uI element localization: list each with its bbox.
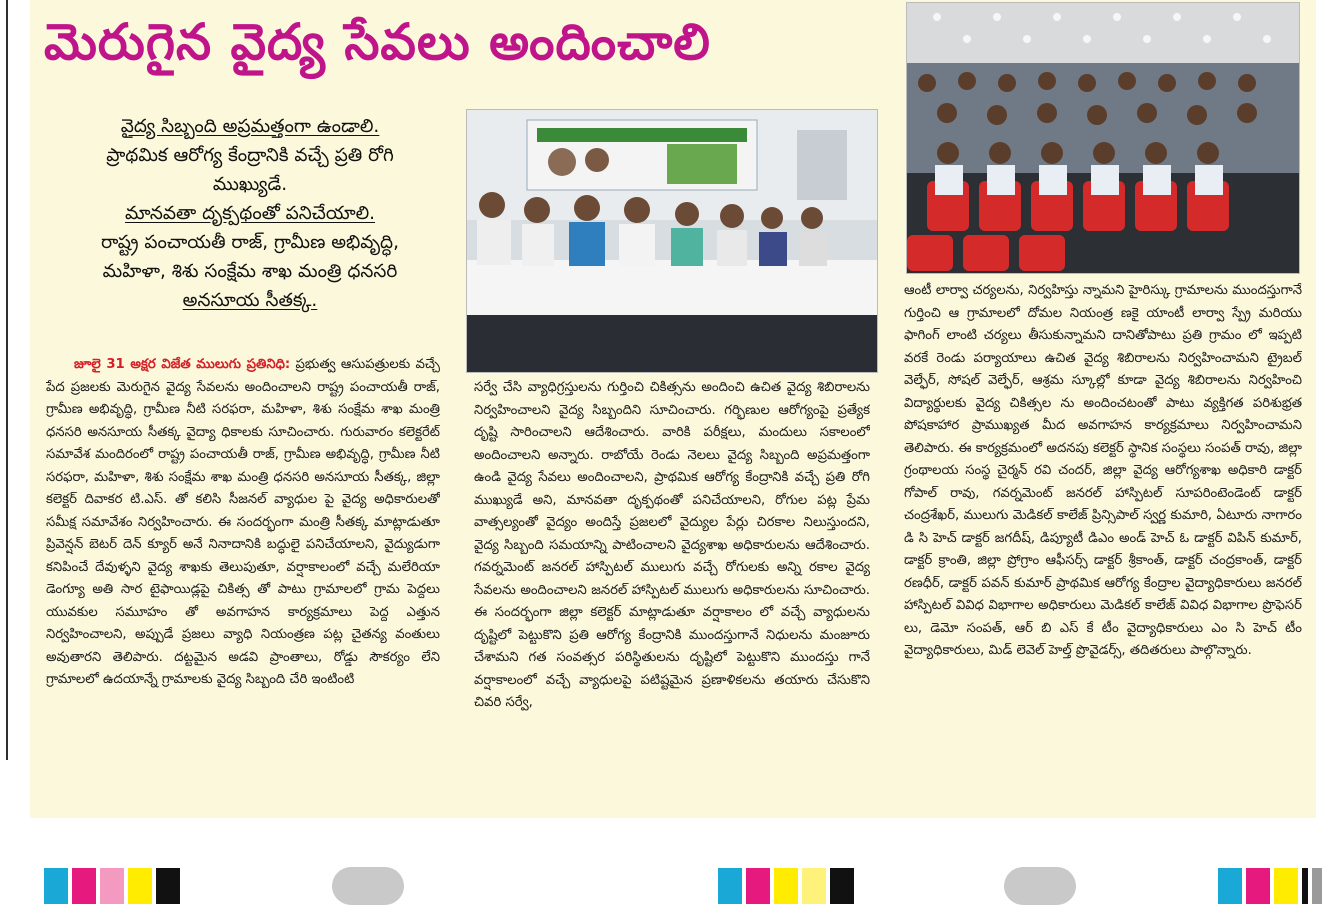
swatch	[1274, 868, 1298, 904]
registration-pill-left	[332, 867, 404, 905]
deck-line: రాష్ట్ర పంచాయతీ రాజ్, గ్రామీణ అభివృద్ధి,	[101, 232, 399, 253]
registration-pill-right	[1004, 867, 1076, 905]
deck-line: మహిళా, శిశు సంక్షేమ శాఖ మంత్రి ధనసరి	[102, 261, 398, 282]
article-column-1	[46, 354, 440, 804]
swatch	[1302, 868, 1308, 904]
swatch	[830, 868, 854, 904]
deck-line: మానవతా దృక్పథంతో పనిచేయాలి.	[124, 203, 376, 224]
swatch	[718, 868, 742, 904]
swatch	[100, 868, 124, 904]
article-deck	[50, 112, 450, 315]
meeting-stage-photo	[466, 109, 878, 373]
dateline: జూలై 31 అక్షర విజేత ములుగు ప్రతినిధి:	[74, 357, 291, 372]
article-column-3	[904, 280, 1302, 810]
swatch	[156, 868, 180, 904]
audience-hall-photo	[906, 2, 1300, 274]
swatch	[774, 868, 798, 904]
column-2-text: సర్వే చేసి వ్యాధిగ్రస్తులను గుర్తించి చికిత్సను అందించి ఉచిత వైద్య శిబిరాలను నిర్వహించాలని వైద్య సిబ్బందిని సూచించారు. గర్భిణుల ఆరోగ్యంపై ప్రత్యేక దృష్టి సారించాలని ఆదేశించారు. వారికి పరీక్షలు, మందులు సకాలంలో అందించాలని అన్నారు. రాబోయే రెండు నెలలు వైద్య సిబ్బంది అప్రమత్తంగా ఉండి వైద్య సేవలు అందించాలని, ప్రాథమిక ఆరోగ్య కేంద్రానికి వచ్చే ప్రతి రోగి ముఖ్యుడే అని, మానవతా దృక్పథంతో పనిచేయాలని, రోగుల పట్ల ప్రేమ వాత్సల్యంతో వైద్యం అందిస్తే ప్రజలలో వైద్యుల పేర్లు చిరకాల నిలుస్తుందని, వైద్య సిబ్బంది సమయాన్ని పాటించాలని వైద్యశాఖ అధికారులను ఆదేశించారు. గవర్నమెంట్ జనరల్ హాస్పిటల్ ములుగు వచ్చే రోగులకు అన్ని రకాల వైద్య సేవలను అందించాలని జనరల్ హాస్పిటల్ ములుగు అధికారులను సూచించారు. ఈ సందర్భంగా జిల్లా కలెక్టర్ మాట్లాడుతూ వర్షాకాలం లో వచ్చే వ్యాధులను దృష్టిలో పెట్టుకొని ప్రతి ఆరోగ్య కేంద్రానికి ముందస్తుగానే నిధులను మంజూరు చేశామని గత సంవత్సర పరిస్థితులను దృష్టిలో పెట్టుకొని ముందస్తు గానే వర్షాకాలంలో వచ్చే వ్యాధులపై పటిష్టమైన ప్రణాళికలను తయారు చేసుకొని చివరి సర్వే,	[474, 380, 870, 710]
swatch	[1246, 868, 1270, 904]
swatch	[128, 868, 152, 904]
deck-line: అనసూయ సీతక్క.	[182, 290, 318, 311]
page-edge-rule	[6, 0, 8, 760]
color-registration-bar-right	[1218, 868, 1322, 904]
audience-hall-image	[907, 3, 1299, 273]
color-registration-bar-center	[718, 868, 858, 904]
deck-line: వైద్య సిబ్బంది అప్రమత్తంగా ఉండాలి.	[120, 116, 380, 137]
column-3-text: ఆంటీ లార్వా చర్యలను, నిర్వహిస్తు న్నామని హైరిస్కు గ్రామాలను ముందస్తుగానే గుర్తించి ఆ గ్రామాలలో దోమల నియంత్ర ణకై యాంటీ లార్వా స్ప్రే మరియు ఫాగింగ్ లాంటి చర్యలు తీసుకున్నామని దానితోపాటు ప్రతి గ్రామం లో ఇప్పటి వరకే రెండు పర్యాయాలు ఉచిత వైద్య శిబిరాలను నిర్వహించామని ట్రైబల్ వెల్ఫేర్, సోషల్ వెల్ఫేర్, ఆశ్రమ స్కూల్లో కూడా వైద్య శిబిరాలను నిర్వహించి విద్యార్థులకు వైద్య చికిత్సల ను అందించటంతో పాటు వ్యక్తిగత పరిశుభ్రత పోషకాహార ప్రాముఖ్యత మీద అవగాహన కార్యక్రమాలు నిర్వహించామని తెలిపారు. ఈ కార్యక్రమంలో అదనపు కలెక్టర్ స్థానిక సంస్థలు సంపత్ రావు, జిల్లా గ్రంథాలయ సంస్థ చైర్మన్ రవి చందర్, జిల్లా వైద్య ఆరోగ్యశాఖ అధికారి డాక్టర్ గోపాల్ రావు, గవర్నమెంట్ జనరల్ హాస్పిటల్ సూపరింటెండెంట్ డాక్టర్ చంద్రశేఖర్, ములుగు మెడికల్ కాలేజ్ ప్రిన్సిపాల్ స్వర్ణ కుమారి, ఏటూరు నాగారం డి సి హెచ్ డాక్టర్ జగదీష్, డిప్యూటీ డిఎం అండ్ హెచ్ ఓ డాక్టర్ విపిన్ కుమార్, డాక్టర్ క్రాంతి, జిల్లా ప్రోగ్రాం ఆఫీసర్స్ డాక్టర్ శ్రీకాంత్, డాక్టర్ చంద్రకాంత్, డాక్టర్ రణధీర్, డాక్టర్ పవన్ కుమార్ ప్రాథమిక ఆరోగ్య కేంద్రాల వైద్యాధికారులు జనరల్ హాస్పిటల్ వివిధ విభాగాల అధికారులు మెడికల్ కాలేజ్ వివిధ విభాగాల ప్రొఫెసర్ లు, డెమో సంపత్, ఆర్ బి ఎస్ కే టీం వైద్యాధికారులు ఎం సి హెచ్ టీం వైద్యాధికారులు, మిడ్ లెవెల్ హెల్త్ ప్రొవైడర్స్, తదితరులు పాల్గొన్నారు.	[904, 283, 1302, 658]
swatch	[72, 868, 96, 904]
swatch	[1218, 868, 1242, 904]
swatch	[802, 868, 826, 904]
article-headline: మెరుగైన వైద్య సేవలు అందించాలి	[44, 13, 711, 71]
deck-line: ప్రాథమిక ఆరోగ్య కేంద్రానికి వచ్చే ప్రతి రోగి	[106, 145, 394, 166]
swatch	[746, 868, 770, 904]
column-1-text: ప్రభుత్వ ఆసుపత్రులకు వచ్చే పేద ప్రజలకు మెరుగైన వైద్య సేవలను అందించాలని రాష్ట్ర పంచాయతీ రాజ్, గ్రామీణ అభివృద్ధి, గ్రామీణ నీటి సరఫరా, మహిళా, శిశు సంక్షేమ శాఖ మంత్రి ధనసరి అనసూయ సీతక్క వైద్యా ధికాలకు సూచించారు. గురువారం కలెక్టరేట్ సమావేశ మందిరంలో రాష్ట్ర పంచాయతీ రాజ్, గ్రామీణ అభివృద్ధి, గ్రామీణ నీటి సరఫరా, మహిళా, శిశు సంక్షేమ శాఖ మంత్రి ధనసరి అనసూయ సీతక్క, జిల్లా కలెక్టర్ దివాకర టి.ఎస్. తో కలిసి సీజనల్ వ్యాధుల పై వైద్య అధికారులతో సమీక్ష సమావేశం నిర్వహించారు. ఈ సందర్భంగా మంత్రి సీతక్క మాట్లాడుతూ ప్రివెన్షన్ బెటర్ దెన్ క్యూర్ అనే నినాదానికి బద్ధులై పనిచేయాలని, వైద్యుడుగా కనిపించే దేవుళ్ళని వైద్య శాఖకు తెలుపుతూ, వర్షాకాలంలో వచ్చే మలేరియా డెంగ్యూ అతి సార టైఫాయిడ్లపై చికిత్స తో పాటు గ్రామాలలో గ్రామ పెద్దలు యువకుల సమూహం తో అవగాహన కార్యక్రమాలు పెద్ద ఎత్తున నిర్వహించాలని, అప్పుడే ప్రజలు వ్యాధి నియంత్రణ పట్ల చైతన్య వంతులు అవుతారని తెలిపారు. దట్టమైన అడవి ప్రాంతాలు, రోడ్డు సౌకర్యం లేని గ్రామాలలో ఉదయాన్నే గ్రామాలకు వైద్య సిబ్బంది చేరి ఇంటింటి	[46, 357, 440, 687]
swatch	[1312, 868, 1322, 904]
article-column-2	[474, 377, 870, 807]
deck-line: ముఖ్యుడే.	[212, 174, 288, 195]
meeting-stage-image	[467, 110, 877, 372]
swatch	[44, 868, 68, 904]
color-registration-bar-left	[44, 868, 184, 904]
